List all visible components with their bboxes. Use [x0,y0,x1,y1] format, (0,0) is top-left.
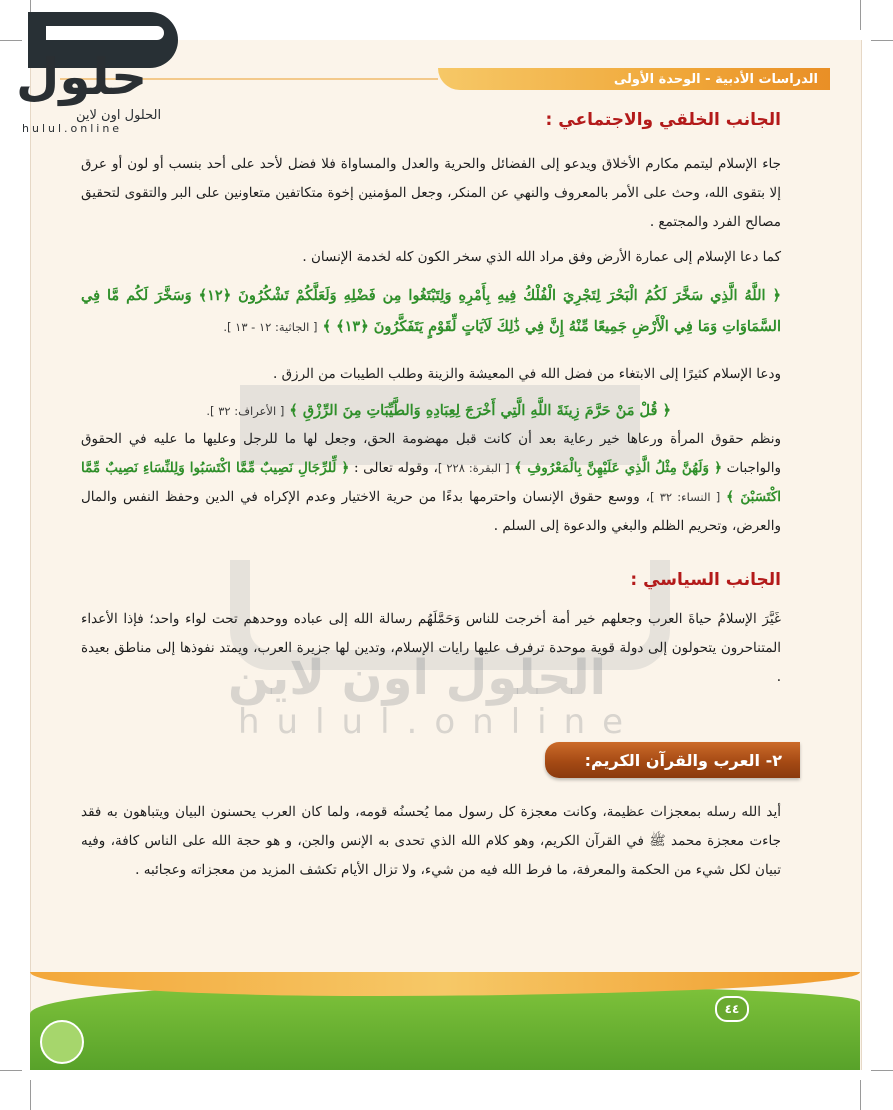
verse-reference: [ النساء: ٣٢ ] [649,490,721,504]
header-title: الدراسات الأدبية - الوحدة الأولى [613,71,818,87]
verse-reference: [ الجاثية: ١٢ - ١٣ ]. [223,320,318,334]
emblem-icon [40,1020,84,1064]
verse-text: ﴿ اللَّهُ الَّذِي سَخَّرَ لَكُمُ الْبَحْرَ لِتَجْرِيَ الْفُلْكُ فِيهِ بِأَمْرِهِ وَلِتَبْتَغُوا مِن فَضْلِهِ وَلَعَلَّكُمْ تَشْكُرُونَ ﴿١٢﴾ وَسَخَّرَ لَكُم مَّا فِي السَّمَاوَاتِ وَمَا فِي الْأَرْضِ جَمِيعًا مِّنْهُ إِنَّ فِي ذَٰلِكَ لَآيَاتٍ لِّقَوْمٍ يَتَفَكَّرُونَ ﴿١٣﴾ ﴾ [81,287,781,335]
verse-inline: ﴿ لِّلرِّجَالِ نَصِيبٌ مِّمَّا اكْتَسَبُوا وَلِلنِّسَاءِ نَصِيبٌ مِّمَّا اكْتَسَبْنَ ﴾ [81,460,781,505]
crop-mark [860,0,861,30]
watermark-arabic: الحلول اون لاين [228,650,607,706]
section-heading-political: الجانب السياسي : [630,570,781,590]
section-banner [545,742,800,778]
page-number: ٤٤ [715,996,749,1022]
logo-arabic-text: حلول [16,48,148,106]
text-segment: ، وقوله تعالى : [353,460,438,476]
verse-text: ﴿ قُلْ مَنْ حَرَّمَ زِينَةَ اللَّهِ الَّتِي أَخْرَجَ لِعِبَادِهِ وَالطَّيِّبَاتِ مِنَ الرِّزْقِ ﴾ [289,402,671,419]
paragraph-earth: كما دعا الإسلام إلى عمارة الأرض وفق مراد الله الذي سخر الكون كله لخدمة الإنسان . [302,249,781,265]
logo-small-text: الحلول اون لاين [76,108,162,123]
verse-inline: ﴿ وَلَهُنَّ مِثْلُ الَّذِي عَلَيْهِنَّ بِالْمَعْرُوفِ ﴾ [514,460,722,476]
crop-mark [30,1080,31,1110]
paragraph-women-rights [81,425,781,541]
paragraph-political: غَيَّرَ الإسلامُ حياةَ العرب وجعلهم خير أمة أخرجت للناس وَحَمَّلَهُم رسالة الله إلى عباده ووحدهم تحت لواء واحد؛ فإذا الأعداء المتناحرون يتحولون إلى دولة قوية موحدة ترفرف عليها رايات الإسلام، وتدين لها جزيرة العرب، ويمتد نفوذها إلى مناطق بعيدة . [81,611,781,685]
crop-mark [871,40,893,41]
verse-reference: [ البقرة: ٢٢٨ ] [437,461,510,475]
paragraph-quran: أيد الله رسله بمعجزات عظيمة، وكانت معجزة كل رسول مما يُحسنُه قومه، ولما كان العرب يحسنون البيان ويتباهون به فقد جاءت معجزة محمد ﷺ في القرآن الكريم، وهو كلام الله الذي تحدى به الإنس والجن، و هو حجة الله على الناس كافة، وفيه تبيان لكل شيء من الحكمة والمعرفة، ما فرط الله فيه من شيء، ولا تزال الأيام تكشف المزيد من معجزاته وعجائبه . [81,804,781,878]
paragraph-provision: ودعا الإسلام كثيرًا إلى الابتغاء من فضل الله في المعيشة والزينة وطلب الطيبات من الرزق . [273,366,781,382]
paragraph-ethics: جاء الإسلام ليتمم مكارم الأخلاق ويدعو إلى الفضائل والحرية والعدل والمساواة فلا فضل لأحد على أحد بنسب أو لون أو عرق إلا بتقوى الله، وحث على الأمر بالمعروف والنهي عن المنكر، وجعل المؤمنين إخوة متكاتفين متعاونين على البر والتقوى لتحقيق مصالح الفرد والمجتمع . [81,156,781,230]
banner-title: ٢- العرب والقرآن الكريم: [584,750,782,770]
verse-araf [81,395,781,427]
verse-reference: [ الأعراف: ٣٢ ]. [206,404,285,418]
watermark-latin: hulul.online [238,702,641,742]
site-logo [10,12,180,135]
header-bar [438,68,830,90]
text-segment: ونظم حقوق المرأة ورعاها خير رعاية بعد أن كانت قبل مهضومة الحق، وجعل لها ما للرجل وعليها ما عليه في الحقوق والواجبات [81,431,781,476]
crop-mark [860,1080,861,1110]
logo-latin-text: hulul.online [22,122,123,135]
text-segment: ، ووسع حقوق الإنسان واحترمها بدءًا من حرية الاختيار وعدم الإكراه في الدين وحفظ النفس والمال والعرض، وتحريم الظلم والبغي والدعوة إلى السلم . [81,489,781,534]
section-heading-ethical: الجانب الخلقي والاجتماعي : [545,110,781,130]
crop-mark [0,1070,22,1071]
verse-jathiya [81,280,781,343]
crop-mark [871,1070,893,1071]
